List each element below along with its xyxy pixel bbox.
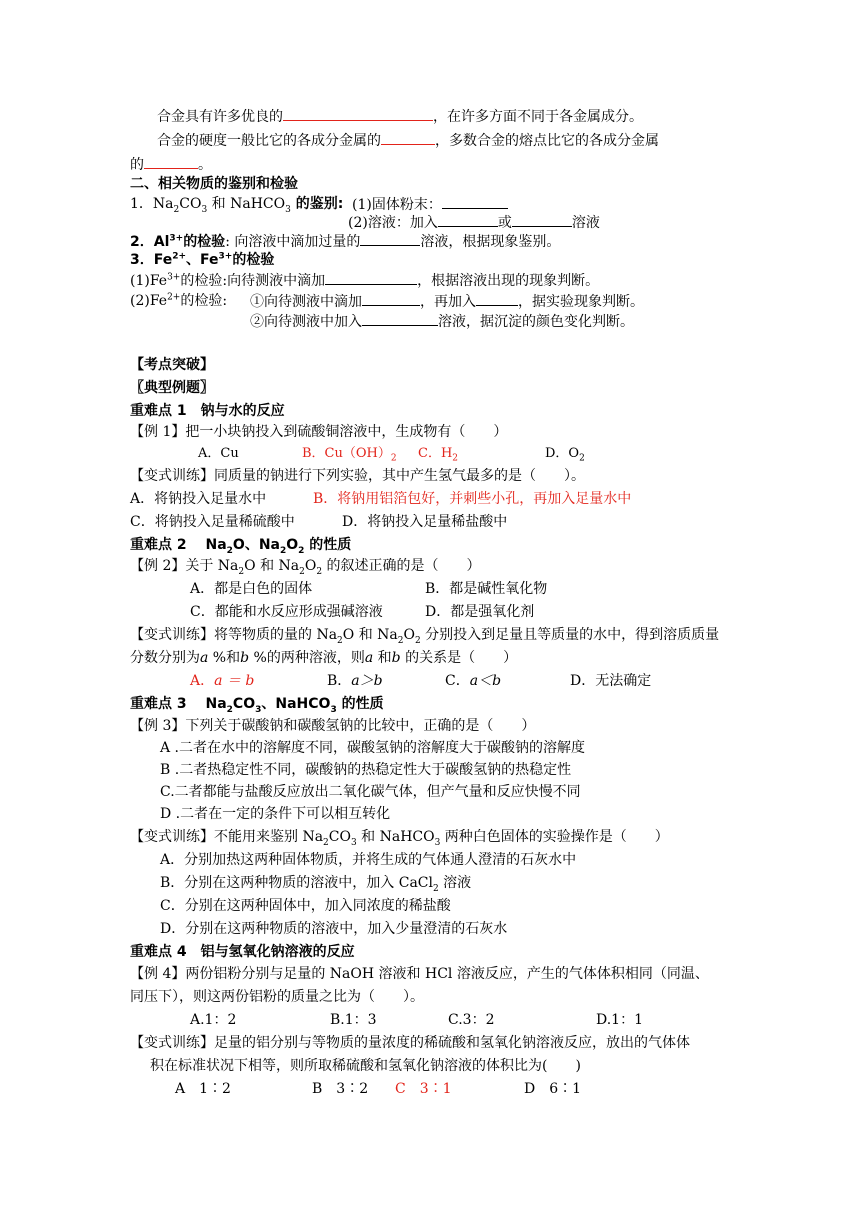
subscript: 2 — [337, 635, 343, 646]
var3-option-d: D．分别在这两种物质的溶液中，加入少量澄清的石灰水 — [160, 921, 508, 937]
ex4-option-d: D.1：1 — [596, 1012, 643, 1028]
ex2-option-c: C．都能和水反应形成强碱溶液 — [190, 604, 383, 620]
ex3-option-d: D .二者在一定的条件下可以相互转化 — [160, 806, 391, 822]
text: (1)Fe — [130, 273, 168, 289]
ex2-option-b: B．都是碱性氧化物 — [425, 581, 548, 597]
text: a＜b — [469, 673, 502, 689]
var2-option-a — [190, 671, 254, 691]
subscript: 2 — [323, 837, 329, 848]
var1-option-a: A．将钠投入足量水中 — [130, 491, 267, 507]
ex3-option-b: B .二者热稳定性不同，碳酸钠的热稳定性大于碳酸氢钠的热稳定性 — [160, 762, 572, 778]
subscript: 3 — [350, 837, 357, 848]
var1-option-c: C．将钠投入足量稀硫酸中 — [130, 514, 295, 530]
text: O — [304, 558, 317, 574]
example-1: 【例 1】把一小块钠投入到硫酸铜溶液中，生成物有（ ） — [130, 424, 508, 440]
text: ，再加入 — [420, 294, 476, 310]
text: O 和 Na — [342, 627, 398, 643]
text: a＞b — [351, 673, 383, 689]
ex4-option-b: B.1：3 — [330, 1012, 377, 1028]
text: 重难点 2 Na — [130, 537, 227, 553]
point-1-heading: 重难点 1 钠与水的反应 — [130, 403, 285, 419]
text: 合金的硬度一般比它的各成分金属的 — [157, 133, 381, 149]
text: a — [200, 650, 209, 666]
ex1-option-b — [302, 444, 397, 464]
text: 溶液，根据现象鉴别。 — [420, 234, 561, 250]
answer-blank[interactable] — [325, 270, 417, 285]
var2-option-d: D．无法确定 — [570, 673, 652, 689]
subscript: 2 — [280, 545, 287, 556]
text: 分别投入到足量且等质量的水中，得到溶质质量 — [420, 627, 720, 643]
text: ，多数合金的熔点比它的各成分金属 — [435, 133, 659, 149]
text: (2)Fe — [130, 293, 168, 309]
var2-option-c — [445, 671, 501, 691]
subscript: 3 — [285, 204, 291, 215]
fe2-test — [130, 291, 227, 311]
var2-option-b — [327, 671, 383, 691]
text: b — [240, 650, 250, 666]
var1-option-b: B．将钠用铝箔包好，并刺些小孔，再加入足量水中 — [313, 491, 632, 507]
var4-option-a: A 1∶2 — [175, 1081, 231, 1097]
text: ①向待测液中滴加 — [250, 294, 362, 310]
subscript: 2 — [579, 453, 585, 464]
text: 和 NaHCO — [207, 196, 286, 212]
var3-option-b — [160, 873, 471, 893]
ex2-option-d: D．都是强氧化剂 — [425, 604, 535, 620]
text: 的检验:向待测液中滴加 — [180, 273, 326, 289]
var3-option-a: A．分别加热这两种固体物质，并将生成的气体通人澄清的石灰水中 — [160, 852, 577, 868]
text: 、NaHCO — [261, 696, 331, 712]
answer-blank[interactable] — [360, 231, 420, 246]
ex3-option-a: A .二者在水中的溶解度不同，碳酸氢钠的溶解度大于碳酸钠的溶解度 — [160, 740, 586, 756]
text: 的叙述正确的是（ ） — [322, 558, 481, 574]
variant-2-line-1 — [130, 625, 719, 645]
subscript: 3 — [255, 704, 262, 715]
text: 和 NaHCO — [356, 829, 435, 845]
text: 合金具有许多优良的 — [157, 109, 283, 125]
text: 和 — [373, 650, 392, 666]
text: CO — [328, 829, 351, 845]
variant-4-line-2: 积在标准状况下相等，则所取稀硫酸和氢氧化钠溶液的体积比为( ) — [150, 1058, 581, 1074]
text: 的关系是（ ） — [400, 650, 518, 666]
text: 【变式训练】不能用来鉴别 Na — [130, 829, 324, 845]
fe2-method-1 — [250, 291, 644, 312]
text: Na — [152, 196, 174, 212]
text: 的鉴别: — [290, 196, 344, 212]
text: ，在许多方面不同于各金属成分。 — [433, 109, 643, 125]
subscript: 2 — [298, 545, 305, 556]
text: b — [391, 650, 401, 666]
item-3 — [130, 250, 274, 270]
text: 。 — [198, 157, 212, 173]
subscript: 2 — [433, 883, 439, 894]
text: C． — [445, 673, 470, 689]
answer-blank[interactable] — [362, 311, 438, 326]
var1-option-d: D．将钠投入足量稀盐酸中 — [342, 514, 508, 530]
item-2 — [130, 231, 560, 252]
answer-blank[interactable] — [476, 291, 518, 306]
ex4-option-c: C.3：2 — [448, 1012, 495, 1028]
subscript: 2 — [226, 545, 233, 556]
example-4-line-1: 【例 4】两份铝粉分别与足量的 NaOH 溶液和 HCl 溶液反应，产生的气体体积相同（同温、 — [130, 966, 709, 982]
var4-option-c: C 3∶1 — [395, 1081, 452, 1097]
text: 溶液 — [571, 215, 600, 231]
alloy-line-3 — [130, 154, 212, 175]
text: 的检验: — [180, 293, 228, 309]
example-2 — [130, 556, 481, 576]
dianxing-heading: 〖典型例题〗 — [130, 380, 214, 396]
text: 【变式训练】将等物质的量的 Na — [130, 627, 338, 643]
text: 2．Al — [130, 234, 170, 250]
variant-1: 【变式训练】同质量的钠进行下列实验，其中产生氢气最多的是（ ）。 — [130, 468, 585, 484]
kaodian-heading: 【考点突破】 — [130, 357, 214, 373]
answer-blank[interactable] — [512, 212, 572, 227]
text: 溶液 — [438, 875, 472, 891]
subscript: 3 — [434, 837, 441, 848]
text: C．H — [418, 446, 453, 461]
text: CO — [232, 696, 256, 712]
var3-option-c: C．分别在这两种固体中，加入同浓度的稀盐酸 — [160, 898, 451, 914]
text: 的性质 — [304, 537, 352, 553]
subscript: 2 — [238, 566, 245, 577]
text: 3．Fe — [130, 252, 173, 268]
superscript: 3+ — [218, 251, 233, 262]
text: B．分别在这两种物质的溶液中，加入 CaCl — [160, 875, 433, 891]
variant-2-line-2 — [130, 648, 517, 668]
text: CO — [179, 196, 202, 212]
point-4-heading: 重难点 4 铝与氢氧化钠溶液的反应 — [130, 944, 355, 960]
text: %和 — [208, 650, 241, 666]
text: a ＝ b — [214, 673, 255, 689]
ex4-option-a: A.1：2 — [190, 1012, 237, 1028]
subscript: 2 — [397, 635, 404, 646]
superscript: 3+ — [169, 233, 184, 244]
text: (2)溶液：加入 — [348, 215, 438, 231]
item-1 — [130, 194, 343, 214]
point-2-heading — [130, 535, 351, 555]
text: 两种白色固体的实验操作是（ ） — [440, 829, 669, 845]
ex2-option-a: A．都是白色的固体 — [190, 581, 313, 597]
text: 重难点 3 Na — [130, 696, 227, 712]
text: ，根据溶液出现的现象判断。 — [417, 273, 600, 289]
answer-blank[interactable] — [362, 291, 420, 306]
answer-blank[interactable] — [283, 106, 433, 121]
subscript: 2 — [299, 566, 305, 577]
subscript: 2 — [414, 635, 421, 646]
text: B．Cu（OH） — [302, 446, 391, 461]
text: 或 — [497, 215, 512, 231]
text: (1)固体粉末： — [352, 197, 442, 213]
subscript: 2 — [226, 704, 233, 715]
example-4-line-2: 同压下），则这两份铝粉的质量之比为（ ）。 — [130, 989, 424, 1005]
text: D．O — [545, 446, 580, 461]
superscript: 2+ — [167, 292, 181, 303]
text: 的检验 — [183, 234, 226, 250]
subscript: 3 — [201, 204, 208, 215]
text: 的性质 — [336, 696, 384, 712]
fe2-method-2 — [250, 311, 634, 332]
text: 【例 2】关于 Na — [130, 558, 239, 574]
text: ②向待测液中加入 — [250, 314, 362, 330]
alloy-line-1 — [157, 106, 643, 127]
superscript: 3+ — [167, 272, 181, 283]
answer-blank[interactable] — [381, 130, 435, 145]
text: 的检验 — [232, 252, 275, 268]
text: : 向溶液中滴加过量的 — [225, 234, 361, 250]
subscript: 2 — [390, 453, 397, 464]
text: O — [403, 627, 415, 643]
answer-blank[interactable] — [442, 194, 508, 209]
subscript: 3 — [330, 704, 337, 715]
subscript: 2 — [452, 453, 459, 464]
alloy-line-2 — [157, 130, 659, 151]
text: 、Fe — [186, 252, 219, 268]
section-heading: 二、相关物质的鉴别和检验 — [130, 176, 298, 192]
text: 1． — [130, 196, 153, 212]
ex1-option-d — [545, 444, 585, 464]
subscript: 2 — [173, 204, 180, 215]
answer-blank[interactable] — [144, 154, 198, 169]
subscript: 2 — [316, 566, 323, 577]
text: 分数分别为 — [130, 650, 200, 666]
example-3: 【例 3】下列关于碳酸钠和碳酸氢钠的比较中，正确的是（ ） — [130, 718, 536, 734]
var4-option-b: B 3∶2 — [312, 1081, 369, 1097]
text: a — [364, 650, 374, 666]
text: 的 — [130, 157, 144, 173]
text: %的两种溶液，则 — [249, 650, 365, 666]
text: A． — [190, 673, 215, 689]
text: O — [286, 537, 299, 553]
text: B． — [327, 673, 352, 689]
text: O 和 Na — [244, 558, 300, 574]
text: 溶液，据沉淀的颜色变化判断。 — [438, 314, 634, 330]
point-3-heading — [130, 694, 384, 714]
ex3-option-c: C.二者都能与盐酸反应放出二氧化碳气体，但产气量和反应快慢不同 — [160, 784, 581, 800]
answer-blank[interactable] — [438, 212, 498, 227]
var4-option-d: D 6∶1 — [524, 1081, 582, 1097]
item-1-solution — [348, 212, 600, 233]
ex1-option-c — [418, 444, 458, 464]
variant-4-line-1: 【变式训练】足量的铝分别与等物质的量浓度的稀硫酸和氢氧化钠溶液反应，放出的气体体 — [130, 1035, 690, 1051]
superscript: 2+ — [172, 251, 187, 262]
fe3-test — [130, 270, 599, 291]
ex1-option-a: A．Cu — [198, 446, 239, 461]
text: O、Na — [232, 537, 280, 553]
text: ，据实验现象判断。 — [518, 294, 644, 310]
variant-3 — [130, 827, 669, 847]
